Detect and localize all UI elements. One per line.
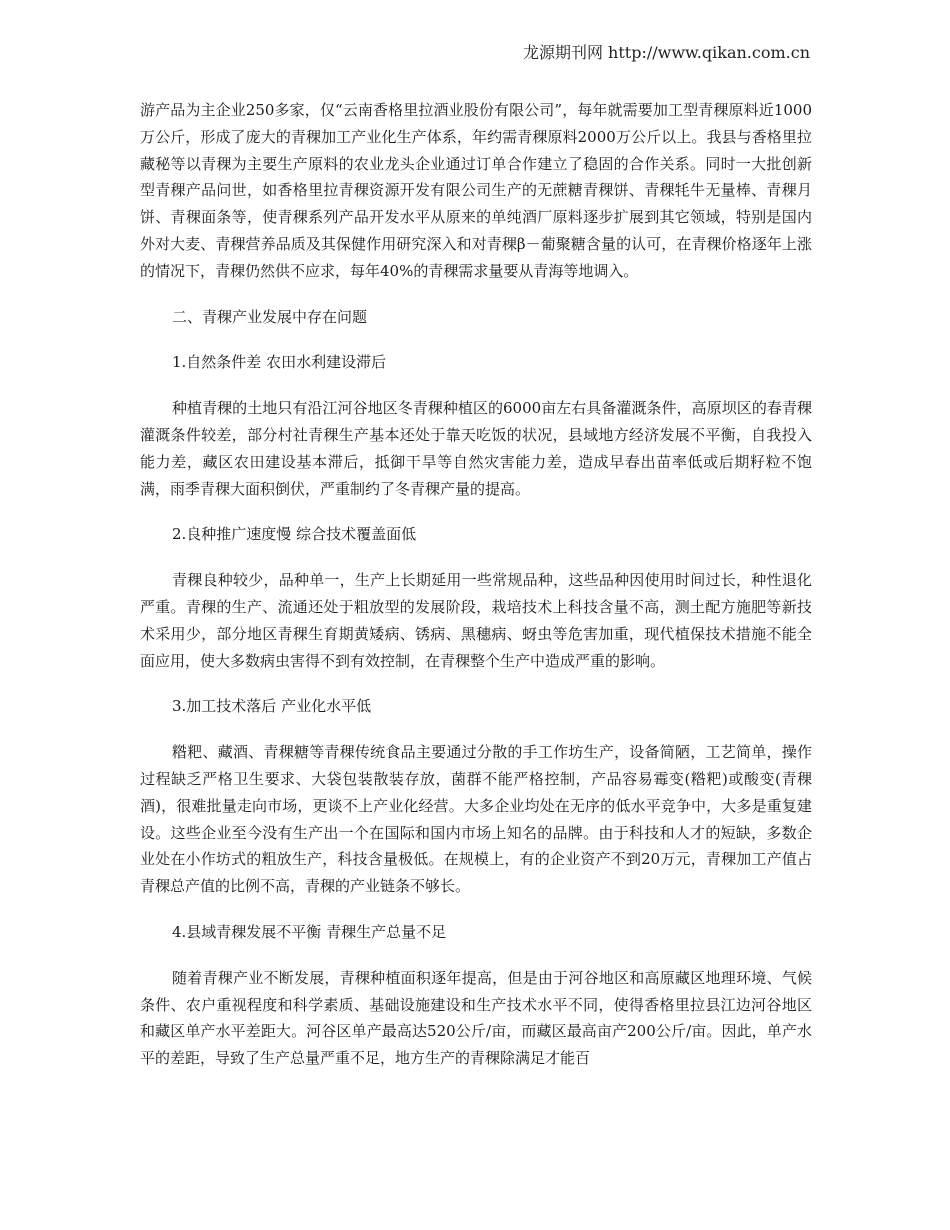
section-heading: 二、青稞产业发展中存在问题 xyxy=(172,307,368,326)
paragraph-continued: 游产品为主企业250多家，仅“云南香格里拉酒业股份有限公司”，每年就需要加工型青稞原料近1000万公斤，形成了庞大的青稞加工产业化生产体系，年约需青稞原料2000万公斤以上。我县与香格里拉藏秘等以青稞为主要生产原料的农业龙头企业通过订单合作建立了稳固的合作关系。同时一大批创新型青稞产品问世，如香格里拉青稞资源开发有限公司生产的无蔗糖青稞饼、青稞牦牛无量棒、青稞月饼、青稞面条等，使青稞系列产品开发水平从原来的单纯酒厂原料逐步扩展到其它领域，特别是国内外对大麦、青稞营养品质及其保健作用研究深入和对青稞β－葡聚糖含量的认可，在青稞价格逐年上涨的情况下，青稞仍然供不应求，每年40%的青稞需求量要从青海等地调入。 xyxy=(140,101,812,280)
paragraph-4: 随着青稞产业不断发展，青稞种植面积逐年提高，但是由于河谷地区和高原藏区地理环境、气候条件、农户重视程度和科学素质、基础设施建设和生产技术水平不同，使得香格里拉县江边河谷地区和藏区单产水平差距大。河谷区单产最高达520公斤/亩，而藏区最高亩产200公斤/亩。因此，单产水平的差距，导致了生产总量严重不足，地方生产的青稞除满足才能百 xyxy=(140,968,812,1068)
article-body xyxy=(140,97,812,1072)
subsection-heading-3: 3.加工技术落后 产业化水平低 xyxy=(172,697,372,716)
paragraph-1: 种植青稞的土地只有沿江河谷地区冬青稞种植区的6000亩左右具备灌溉条件，高原坝区的春青稞灌溉条件较差，部分村社青稞生产基本还处于靠天吃饭的状况，县域地方经济发展不平衡，自我投入能力差，藏区农田建设基本滞后，抵御干旱等自然灾害能力差，造成早春出苗率低或后期籽粒不饱满，雨季青稞大面积倒伏，严重制约了冬青稞产量的提高。 xyxy=(140,399,812,498)
subsection-heading-1: 1.自然条件差 农田水利建设滞后 xyxy=(172,353,387,372)
paragraph-3: 糌粑、藏酒、青稞糖等青稞传统食品主要通过分散的手工作坊生产，设备简陋，工艺简单，操作过程缺乏严格卫生要求、大袋包装散装存放，菌群不能严格控制，产品容易霉变(糌粑)或酸变(青稞酒)，很难批量走向市场，更谈不上产业化经营。大多企业均处在无序的低水平竞争中，大多是重复建设。这些企业至今没有生产出一个在国际和国内市场上知名的品牌。由于科技和人才的短缺，多数企业处在小作坊式的粗放生产，科技含量极低。在规模上，有的企业资产不到20万元，青稞加工产值占青稞总产值的比例不高，青稞的产业链条不够长。 xyxy=(140,743,812,896)
page-header-source: 龙源期刊网 http://www.qikan.com.cn xyxy=(522,43,810,62)
subsection-heading-2: 2.良种推广速度慢 综合技术覆盖面低 xyxy=(172,525,417,544)
paragraph-2: 青稞良种较少，品种单一，生产上长期延用一些常规品种，这些品种因使用时间过长，种性退化严重。青稞的生产、流通还处于粗放型的发展阶段，栽培技术上科技含量不高，测土配方施肥等新技术采用少，部分地区青稞生育期黄矮病、锈病、黑穗病、蚜虫等危害加重，现代植保技术措施不能全面应用，使大多数病虫害得不到有效控制，在青稞整个生产中造成严重的影响。 xyxy=(140,571,812,670)
subsection-heading-4: 4.县域青稞发展不平衡 青稞生产总量不足 xyxy=(172,922,447,941)
